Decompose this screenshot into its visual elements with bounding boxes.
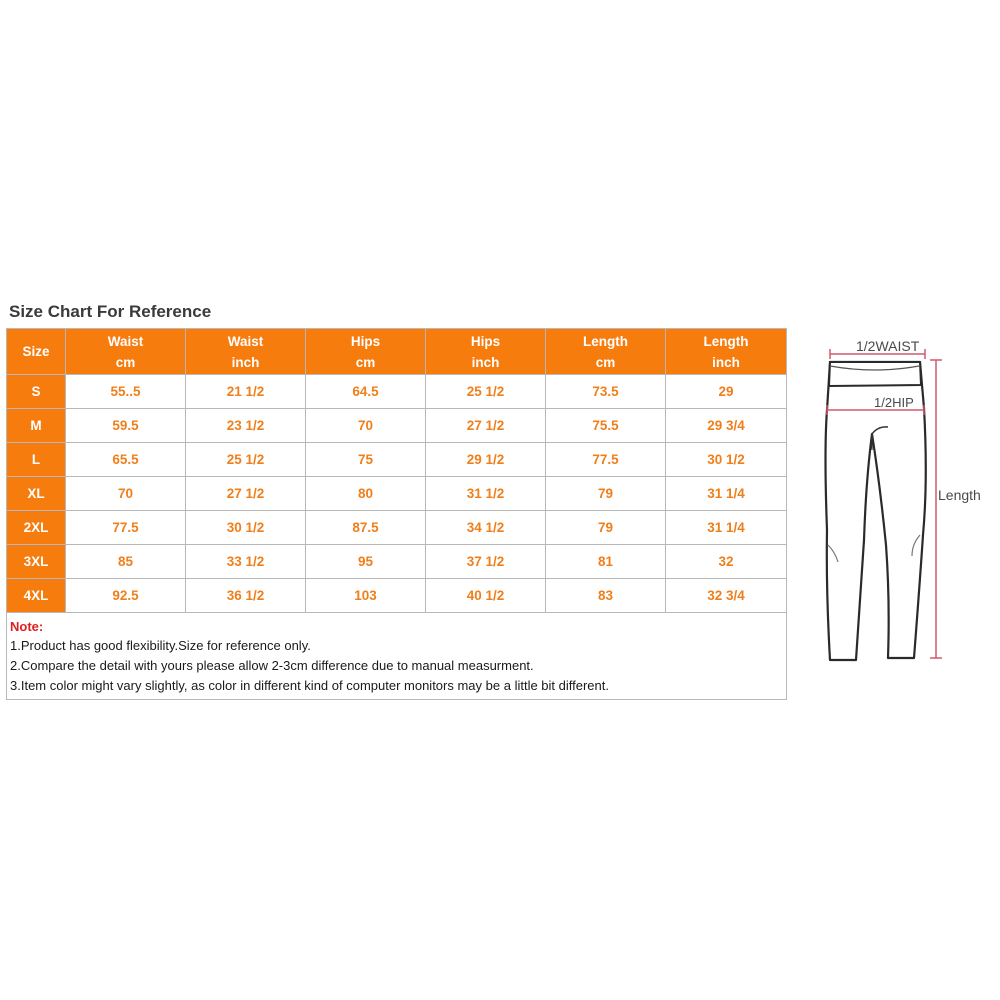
table-cell: 55..5 [66, 375, 186, 409]
table-row [7, 545, 787, 579]
table-cell: 77.5 [546, 443, 666, 477]
table-cell: 65.5 [66, 443, 186, 477]
table-cell: 40 1/2 [426, 579, 546, 613]
table-row [7, 375, 787, 409]
table-row [7, 579, 787, 613]
size-table [6, 328, 787, 700]
header-cell-waist-inch: Waist inch [186, 329, 306, 375]
table-cell: 30 1/2 [666, 443, 787, 477]
table-cell: 95 [306, 545, 426, 579]
table-cell: 75 [306, 443, 426, 477]
table-cell: 103 [306, 579, 426, 613]
table-header-row [7, 329, 787, 375]
table-cell: 87.5 [306, 511, 426, 545]
waist-label: 1/2WAIST [856, 338, 920, 354]
table-cell: 70 [66, 477, 186, 511]
table-cell: 77.5 [66, 511, 186, 545]
size-cell: 2XL [7, 511, 66, 545]
note-line: 2.Compare the detail with yours please allow 2-3cm difference due to manual measurment. [10, 658, 534, 673]
table-cell: 37 1/2 [426, 545, 546, 579]
size-cell: L [7, 443, 66, 477]
table-cell: 80 [306, 477, 426, 511]
table-cell: 70 [306, 409, 426, 443]
table-cell: 85 [66, 545, 186, 579]
notes-title: Note: [10, 619, 44, 634]
size-cell: 4XL [7, 579, 66, 613]
table-cell: 31 1/4 [666, 477, 787, 511]
header-cell-length-inch: Length inch [666, 329, 787, 375]
table-cell: 83 [546, 579, 666, 613]
size-cell: 3XL [7, 545, 66, 579]
table-cell: 79 [546, 511, 666, 545]
table-cell: 29 3/4 [666, 409, 787, 443]
table-cell: 33 1/2 [186, 545, 306, 579]
table-cell: 73.5 [546, 375, 666, 409]
note-line: 1.Product has good flexibility.Size for reference only. [10, 638, 311, 653]
size-cell: S [7, 375, 66, 409]
table-cell: 75.5 [546, 409, 666, 443]
length-measure-line [930, 360, 942, 658]
note-line: 3.Item color might vary slightly, as color in different kind of computer monitors may be a little bit different. [10, 678, 609, 693]
table-cell: 27 1/2 [186, 477, 306, 511]
table-cell: 27 1/2 [426, 409, 546, 443]
table-cell: 34 1/2 [426, 511, 546, 545]
size-cell: M [7, 409, 66, 443]
table-cell: 32 3/4 [666, 579, 787, 613]
table-cell: 23 1/2 [186, 409, 306, 443]
size-chart-title: Size Chart For Reference [9, 302, 212, 321]
table-row [7, 409, 787, 443]
table-cell: 92.5 [66, 579, 186, 613]
table-cell: 36 1/2 [186, 579, 306, 613]
table-row [7, 477, 787, 511]
table-cell: 21 1/2 [186, 375, 306, 409]
header-cell-waist-cm: Waist cm [66, 329, 186, 375]
table-cell: 59.5 [66, 409, 186, 443]
header-cell-hips-cm: Hips cm [306, 329, 426, 375]
table-cell: 79 [546, 477, 666, 511]
table-row [7, 443, 787, 477]
table-cell: 31 1/2 [426, 477, 546, 511]
table-cell: 31 1/4 [666, 511, 787, 545]
table-cell: 32 [666, 545, 787, 579]
table-cell: 29 [666, 375, 787, 409]
pants-measurement-diagram [800, 330, 1000, 675]
table-cell: 64.5 [306, 375, 426, 409]
header-cell-length-cm: Length cm [546, 329, 666, 375]
table-cell: 29 1/2 [426, 443, 546, 477]
notes-row [7, 613, 787, 700]
notes-cell [7, 613, 787, 700]
table-row [7, 511, 787, 545]
hip-label: 1/2HIP [874, 395, 914, 410]
table-cell: 81 [546, 545, 666, 579]
table-cell: 25 1/2 [186, 443, 306, 477]
table-cell: 25 1/2 [426, 375, 546, 409]
table-cell: 30 1/2 [186, 511, 306, 545]
size-cell: XL [7, 477, 66, 511]
length-label: Length [938, 487, 981, 503]
header-cell-hips-inch: Hips inch [426, 329, 546, 375]
header-cell-size: Size [7, 329, 66, 375]
